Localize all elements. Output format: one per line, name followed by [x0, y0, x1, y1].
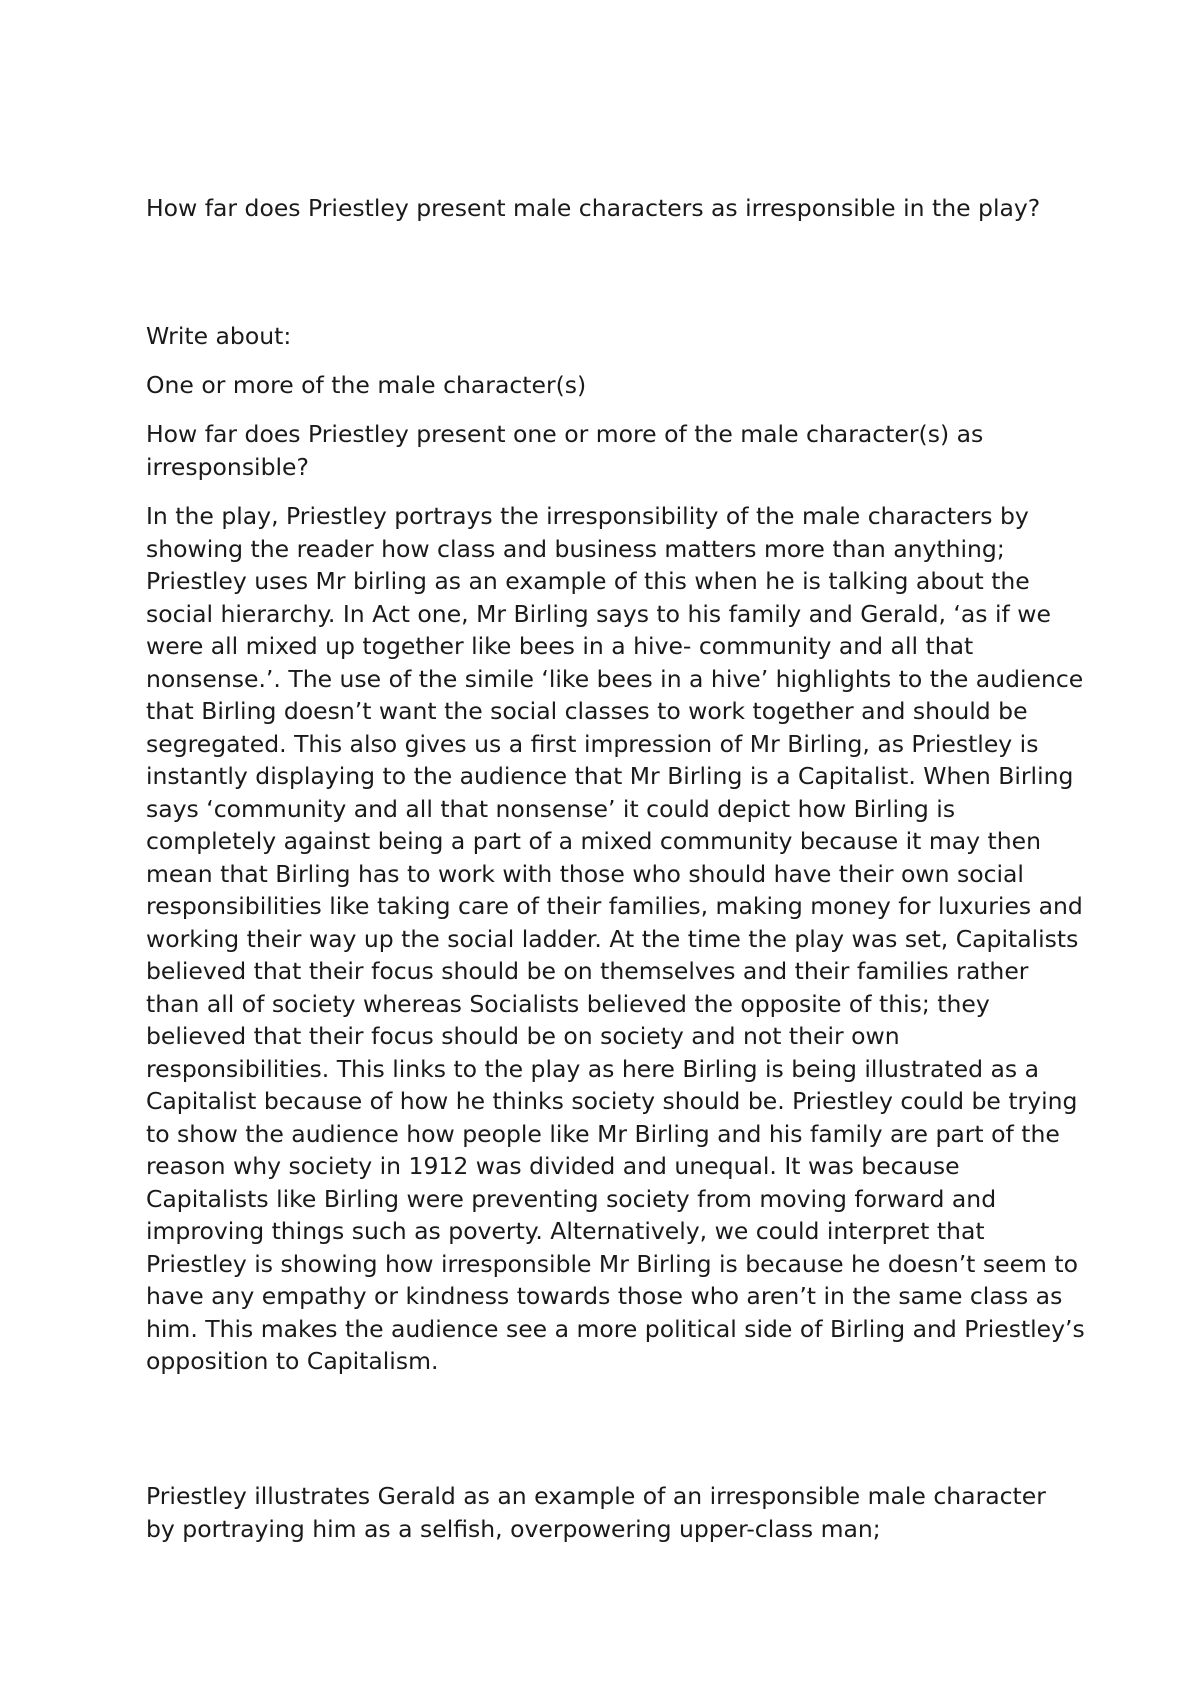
task-point-text: One or more of the male character(s) [146, 371, 587, 399]
paragraph-text: Priestley illustrates Gerald as an example of an irresponsible male character by portraying him as a selfish, overpowering upper-class man; [146, 1482, 1054, 1543]
question-heading [146, 192, 1081, 225]
task-point [146, 418, 1081, 483]
write-about-label [146, 320, 1081, 353]
task-point-text: How far does Priestley present one or more of the male character(s) as irresponsible? [146, 420, 991, 481]
paragraph-text: In the play, Priestley portrays the irresponsibility of the male characters by showing the reader how class and business matters more than anything; Priestley uses Mr birling as an example of this when he is talking about the social hierarchy. In Act one, Mr Birling says to his family and Gerald, ‘as if we were all mixed up together like bees in a hive- community and all that nonsense.’. The use of the simile ‘like bees in a hive’ highlights to the audience that Birling doesn’t want the social classes to work together and should be segregated. This also gives us a first impression of Mr Birling, as Priestley is instantly displaying to the audience that Mr Birling is a Capitalist. When Birling says ‘community and all that nonsense’ it could depict how Birling is completely against being a part of a mixed community because it may then mean that Birling has to work with those who should have their own social responsibilities like taking care of their families, making money for luxuries and working their way up the social ladder. At the time the play was set, Capitalists believed that their focus should be on themselves and their families rather than all of society whereas Socialists believed the opposite of this; they believed that their focus should be on society and not their own responsibilities. This links to the play as here Birling is being illustrated as a Capitalist because of how he thinks society should be. Priestley could be trying to show the audience how people like Mr Birling and his family are part of the reason why society in 1912 was divided and unequal. It was because Capitalists like Birling were preventing society from moving forward and improving things such as poverty. Alternatively, we could interpret that Priestley is showing how irresponsible Mr Birling is because he doesn’t seem to have any empathy or kindness towards those who aren’t in the same class as him. This makes the audience see a more political side of Birling and Priestley’s opposition to Capitalism. [146, 502, 1093, 1375]
task-point [146, 369, 1081, 402]
question-text: How far does Priestley present male characters as irresponsible in the play? [146, 194, 1041, 222]
body-paragraph [146, 500, 1093, 1378]
write-about-text: Write about: [146, 322, 292, 350]
body-paragraph [146, 1480, 1081, 1545]
